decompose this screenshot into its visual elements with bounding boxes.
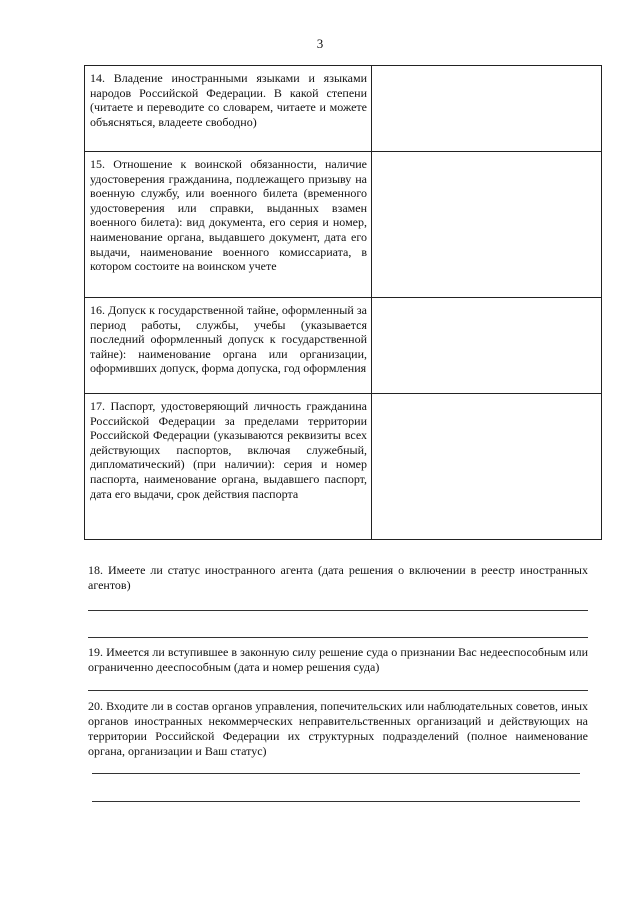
- table-row: [85, 152, 602, 298]
- question-19-text: 19. Имеется ли вступившее в законную силу решение суда о признании Вас недееспособным или ограниченно дееспособным (дата и номер решения суда): [88, 645, 588, 674]
- question-cell-14: [85, 66, 372, 152]
- table-row: [85, 66, 602, 152]
- table-row: [85, 394, 602, 540]
- question-15-text: 15. Отношение к воинской обязанности, наличие удостоверения гражданина, подлежащего призыву на военную службу, или военного билета (временного удостоверения или справки, выданных взамен военного билета): вид документа, его серия и номер, наименование органа, выдавшего документ, дата его выдачи, наименование военного комиссариата, в котором состоите на воинском учете: [90, 157, 367, 274]
- question-cell-15: [85, 152, 372, 298]
- question-cell-16: [85, 298, 372, 394]
- answer-field-15[interactable]: [372, 152, 602, 298]
- answer-line-20a[interactable]: [92, 773, 580, 774]
- question-cell-17: [85, 394, 372, 540]
- question-17-text: 17. Паспорт, удостоверяющий личность гражданина Российской Федерации за пределами территории Российской Федерации (указываются реквизиты всех действующих паспортов, включая служебный, дипломатический) (при наличии): серия и номер паспорта, наименование органа, выдавшего паспорт, дата его выдачи, срок действия паспорта: [90, 399, 367, 501]
- page-number: 3: [316, 36, 324, 51]
- question-20-text: 20. Входите ли в состав органов управления, попечительских или наблюдательных советов, иных органов иностранных некоммерческих неправительственных организаций и действующих на территории Российской Федерации их структурных подразделений (полное наименование органа, организации и Ваш статус): [88, 699, 588, 758]
- answer-line-18b[interactable]: [88, 637, 588, 638]
- answer-line-20b[interactable]: [92, 801, 580, 802]
- question-14-text: 14. Владение иностранными языками и языками народов Российской Федерации. В какой степени (читаете и переводите со словарем, читаете и можете объясняться, владеете свободно): [90, 71, 367, 129]
- answer-field-17[interactable]: [372, 394, 602, 540]
- table-row: [85, 298, 602, 394]
- answer-line-18a[interactable]: [88, 610, 588, 611]
- question-16-text: 16. Допуск к государственной тайне, оформленный за период работы, службы, учебы (указывается последний оформленный допуск к государственной тайне): наименование органа или организации, оформивших допуск, форма допуска, год оформления: [90, 303, 367, 376]
- answer-field-14[interactable]: [372, 66, 602, 152]
- answer-field-16[interactable]: [372, 298, 602, 394]
- questionnaire-table: [84, 65, 602, 540]
- question-18-text: 18. Имеете ли статус иностранного агента (дата решения о включении в реестр иностранных агентов): [88, 563, 588, 592]
- answer-line-19[interactable]: [88, 690, 588, 691]
